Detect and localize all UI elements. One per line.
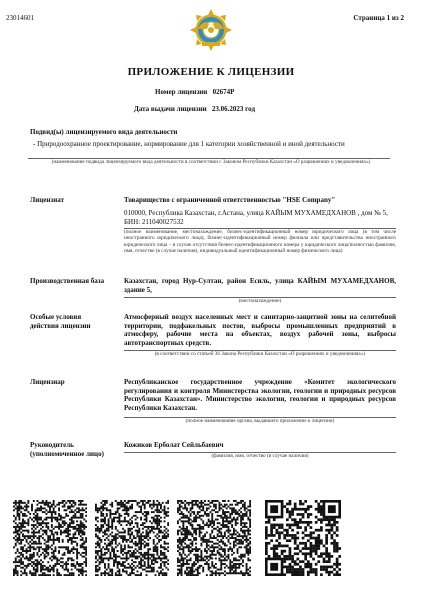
subtype-note: (наименование подвида лицензируемого вида деятельности в соответствии с Законом Республики Казахстан «О разрешениях и уведомлениях») (51, 159, 371, 165)
licensor-note: (полное наименование органа, выдавшего приложение к лицензии) (185, 418, 335, 424)
license-number-row (155, 88, 234, 97)
licensor-label: Лицензиар (30, 378, 65, 386)
production-base-note: (местонахождение) (238, 298, 282, 304)
licensee-label: Лицензиат (30, 196, 65, 204)
page-title: ПРИЛОЖЕНИЕ К ЛИЦЕНЗИИ (127, 66, 295, 78)
head-label: Руководитель (уполномоченное лицо) (30, 441, 104, 458)
licensee-address: 010000, Республика Казахстан, г.Астана, улица КАЙЫМ МУХАМЕДХАНОВ , дом № 5, БИН: 211040027532 (124, 209, 388, 226)
issue-date-label: Дата выдачи лицензии (134, 105, 207, 113)
qr-code (177, 500, 251, 576)
issue-date-row (134, 105, 255, 114)
issue-date-value: 23.06.2023 год (211, 105, 256, 113)
licensor-value: Республиканское государственное учреждение «Комитет экологического регулирования и контроля Министерства экологии, геологии и природных ресурсов Республики Казахстан». Министерство экологии, геологии и природных ресурсов Республики Казахстан. (124, 378, 396, 412)
kazakhstan-emblem-icon (190, 8, 232, 52)
bullet-icon: - (33, 140, 36, 148)
subtype-item: - Природоохранное проектирование, нормирование для 1 категории хозяйственной и иной деятельности (33, 140, 345, 148)
conditions-note: (в соответствии со статьей 36 Закона Республики Казахстан «О разрешениях и уведомлениях») (154, 351, 366, 357)
subtype-heading: Подвид(ы) лицензируемого вида деятельности (30, 128, 178, 136)
qr-code (265, 500, 341, 576)
license-number-value: 02674P (212, 88, 235, 96)
licensee-name: Товарищество с ограниченной ответственностью "HSE Company" (124, 196, 336, 204)
production-base-label: Производственная база (30, 277, 105, 285)
conditions-label: Особые условия действия лицензии (30, 313, 91, 330)
licensee-note: (полное наименование, местонахождение, бизнес-идентификационный номер юридического лица (в том числе иностранного юридического лица), бизнес-идентификационный номер филиала или представительства иностранного юридического лица – в случае отсутствия бизнес-идентификационного номера у юридического лица/полностью фамилия, имя, отчество (в случае наличия), индивидуальный идентификационный номер физического лица) (124, 229, 396, 255)
license-number-label: Номер лицензии (155, 88, 208, 96)
page-counter: Страница 1 из 2 (353, 14, 404, 22)
qr-code (13, 500, 87, 576)
head-value: Кожиков Ерболат Сейльбаевич (124, 441, 224, 449)
conditions-value: Атмосферный воздух населенных мест и санитарно-защитной зоны на селитебной территории, подфакельных постов, выбросы промышленных предприятий в атмосферу, рабочие места на объектах, воздух рабочей зоны, выбросы автотранспортных средств. (124, 313, 396, 347)
production-base-value: Казахстан, город Нур-Султан, район Есиль, улица КАЙЫМ МУХАМЕДХАНОВ, здание 5, (124, 277, 396, 294)
head-note: (фамилия, имя, отчество (в случае наличия) (211, 453, 309, 459)
qr-code (95, 500, 169, 576)
doc-number: 23014601 (6, 14, 34, 22)
